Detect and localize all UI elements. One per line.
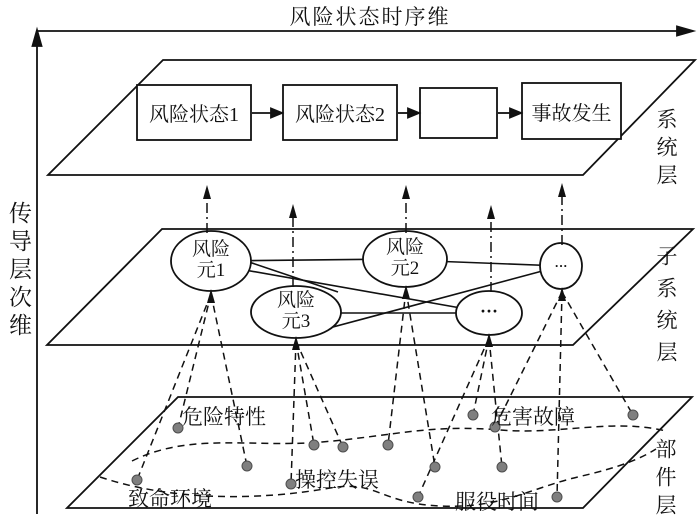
state-box-accident-label: 事故发生 [531, 102, 612, 125]
left-axis-title: 传导层次维 [6, 201, 31, 341]
state-box-1-label: 风险状态1 [149, 104, 239, 126]
factor-service-time: 服役时间 [455, 490, 539, 514]
factor-harm-fault: 危害故障 [491, 405, 575, 429]
risk-node-2-label [363, 237, 447, 279]
risk-node-1-line1: 风险 [191, 239, 230, 260]
subsystem-layer-label: 子系统层 [654, 245, 678, 373]
factor-fatal-environment: 致命环境 [128, 487, 212, 511]
risk-node-1-line2: 元1 [196, 260, 226, 281]
risk-node-3-line1: 风险 [276, 290, 315, 311]
risk-node-ellipsis-right-label: ··· [554, 258, 568, 273]
risk-node-ellipsis-low-label: ··· [479, 301, 498, 321]
risk-node-2-line2: 元2 [390, 258, 420, 279]
factor-hazard-characteristic: 危险特性 [182, 405, 266, 429]
risk-node-3-line2: 元3 [281, 311, 311, 332]
component-layer-label: 部件层 [653, 438, 677, 522]
factor-operation-error: 操控失误 [295, 468, 379, 492]
state-box-2-label: 风险状态2 [295, 104, 385, 126]
system-layer-label: 系统层 [654, 108, 678, 192]
top-axis-title: 风险状态时序维 [289, 5, 451, 29]
risk-node-3-label [251, 290, 341, 332]
risk-node-2-line1: 风险 [385, 237, 424, 258]
risk-node-1-label [171, 239, 251, 281]
state-box-empty-label [420, 88, 497, 138]
